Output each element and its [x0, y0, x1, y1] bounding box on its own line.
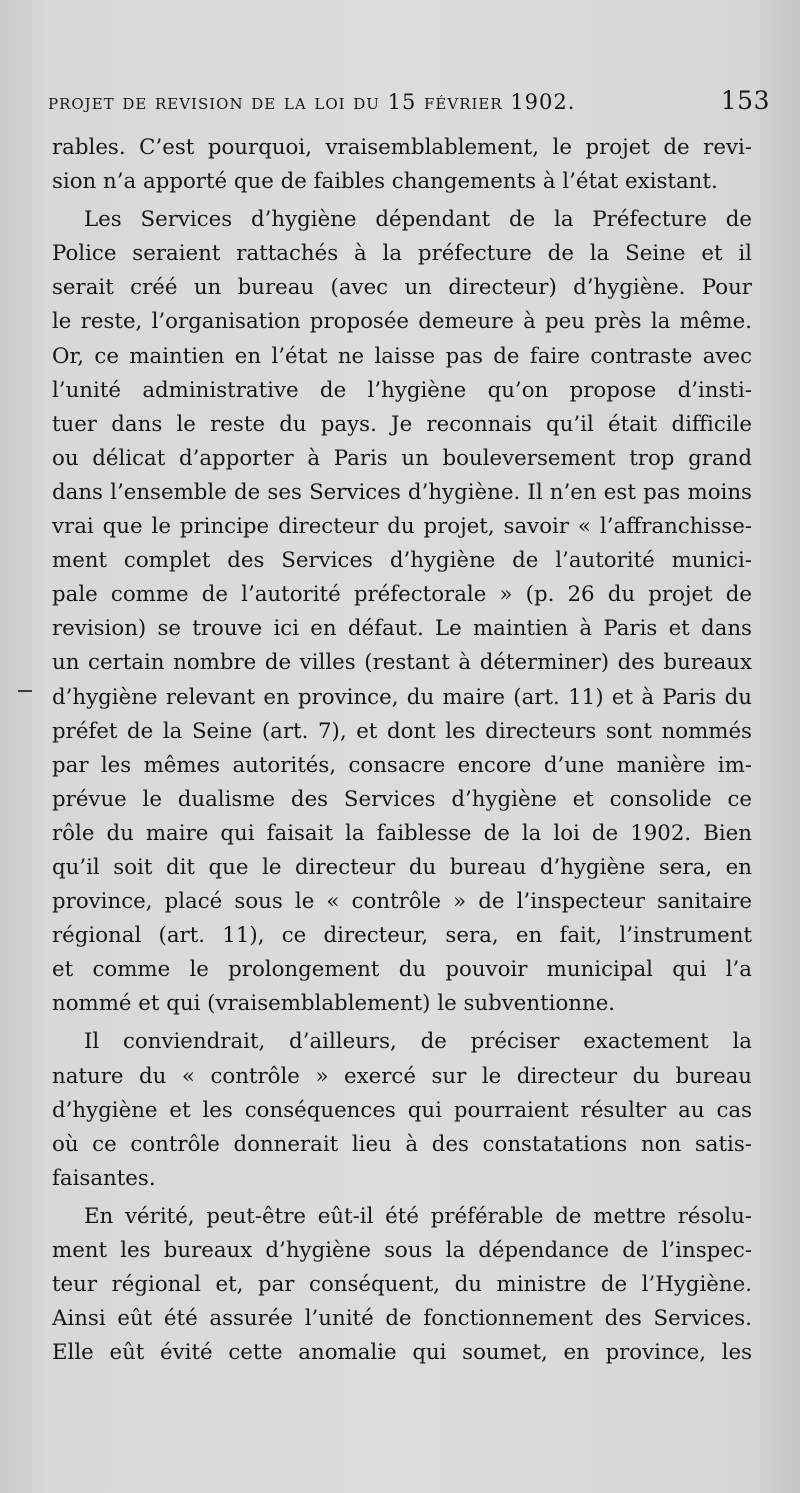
text-line: Les Services d’hygiène dépendant de la Préfecture de	[84, 207, 752, 233]
text-line: nommé et qui (vraisemblablement) le subventionne.	[52, 991, 616, 1017]
text-line: Or, ce maintien en l’état ne laisse pas de faire contraste avec	[52, 343, 752, 369]
text-line: En vérité, peut-être eût-il été préférable de mettre résolu-	[84, 1203, 752, 1229]
text-line: faisantes.	[52, 1165, 156, 1191]
text-line: préfet de la Seine (art. 7), et dont les directeurs sont nommés	[52, 718, 752, 744]
running-title: projet de revision de la loi du 15 février 1902.	[48, 90, 576, 114]
body-text	[52, 131, 752, 1370]
text-line: l’unité administrative de l’hygiène qu’on propose d’insti-	[52, 377, 752, 403]
text-line: nature du « contrôle » exercé sur le directeur du bureau	[52, 1063, 752, 1089]
page-number: 153	[720, 86, 770, 115]
text-line: Ainsi eût été assurée l’unité de fonctionnement des Services.	[52, 1306, 752, 1332]
margin-mark	[18, 690, 32, 692]
text-line: vrai que le principe directeur du projet, savoir « l’affranchisse-	[52, 514, 752, 540]
text-line: ment les bureaux d’hygiène sous la dépendance de l’inspec-	[52, 1238, 752, 1263]
text-line: le reste, l’organisation proposée demeure à peu près la même.	[52, 309, 752, 335]
text-line: ou délicat d’apporter à Paris un bouleversement trop grand	[52, 445, 752, 471]
text-line: par les mêmes autorités, consacre encore d’une manière im-	[52, 752, 752, 778]
paragraph	[52, 131, 752, 199]
paragraph	[52, 203, 752, 1021]
text-line: d’hygiène relevant en province, du maire (art. 11) et à Paris du	[52, 684, 752, 710]
text-line: dans l’ensemble de ses Services d’hygiène. Il n’en est pas moins	[52, 479, 752, 505]
text-line: tuer dans le reste du pays. Je reconnais qu’il était difficile	[52, 411, 752, 437]
paragraph	[52, 1025, 752, 1195]
paragraph	[52, 1200, 752, 1370]
text-line: revision) se trouve ici en défaut. Le maintien à Paris et dans	[52, 616, 752, 642]
text-line: sion n’a apporté que de faibles changements à l’état existant.	[52, 169, 718, 195]
text-line: Elle eût évité cette anomalie qui soumet, en province, les	[52, 1340, 752, 1366]
text-line: un certain nombre de villes (restant à déterminer) des bureaux	[52, 650, 752, 676]
text-line: Il conviendrait, d’ailleurs, de préciser exactement la	[84, 1029, 752, 1055]
text-line: où ce contrôle donnerait lieu à des constatations non satis-	[52, 1131, 752, 1157]
text-line: rôle du maire qui faisait la faiblesse de la loi de 1902. Bien	[52, 820, 752, 846]
text-line: pale comme de l’autorité préfectorale » (p. 26 du projet de	[52, 582, 752, 608]
text-line: prévue le dualisme des Services d’hygiène et consolide ce	[52, 786, 752, 812]
text-line: qu’il soit dit que le directeur du bureau d’hygiène sera, en	[52, 854, 752, 880]
text-line: province, placé sous le « contrôle » de l’inspecteur sanitaire	[52, 889, 752, 915]
text-line: d’hygiène et les conséquences qui pourraient résulter au cas	[52, 1097, 752, 1123]
text-line: et comme le prolongement du pouvoir municipal qui l’a	[52, 957, 752, 983]
text-line: Police seraient rattachés à la préfecture de la Seine et il	[52, 241, 752, 267]
page-header	[48, 86, 770, 115]
text-line: serait créé un bureau (avec un directeur) d’hygiène. Pour	[52, 275, 752, 301]
text-line: teur régional et, par conséquent, du ministre de l’Hygiène.	[52, 1272, 752, 1298]
text-line: ment complet des Services d’hygiène de l’autorité munici-	[52, 548, 752, 574]
text-line: régional (art. 11), ce directeur, sera, en fait, l’instrument	[52, 923, 752, 949]
text-line: rables. C’est pourquoi, vraisemblablement, le projet de revi-	[52, 135, 752, 160]
